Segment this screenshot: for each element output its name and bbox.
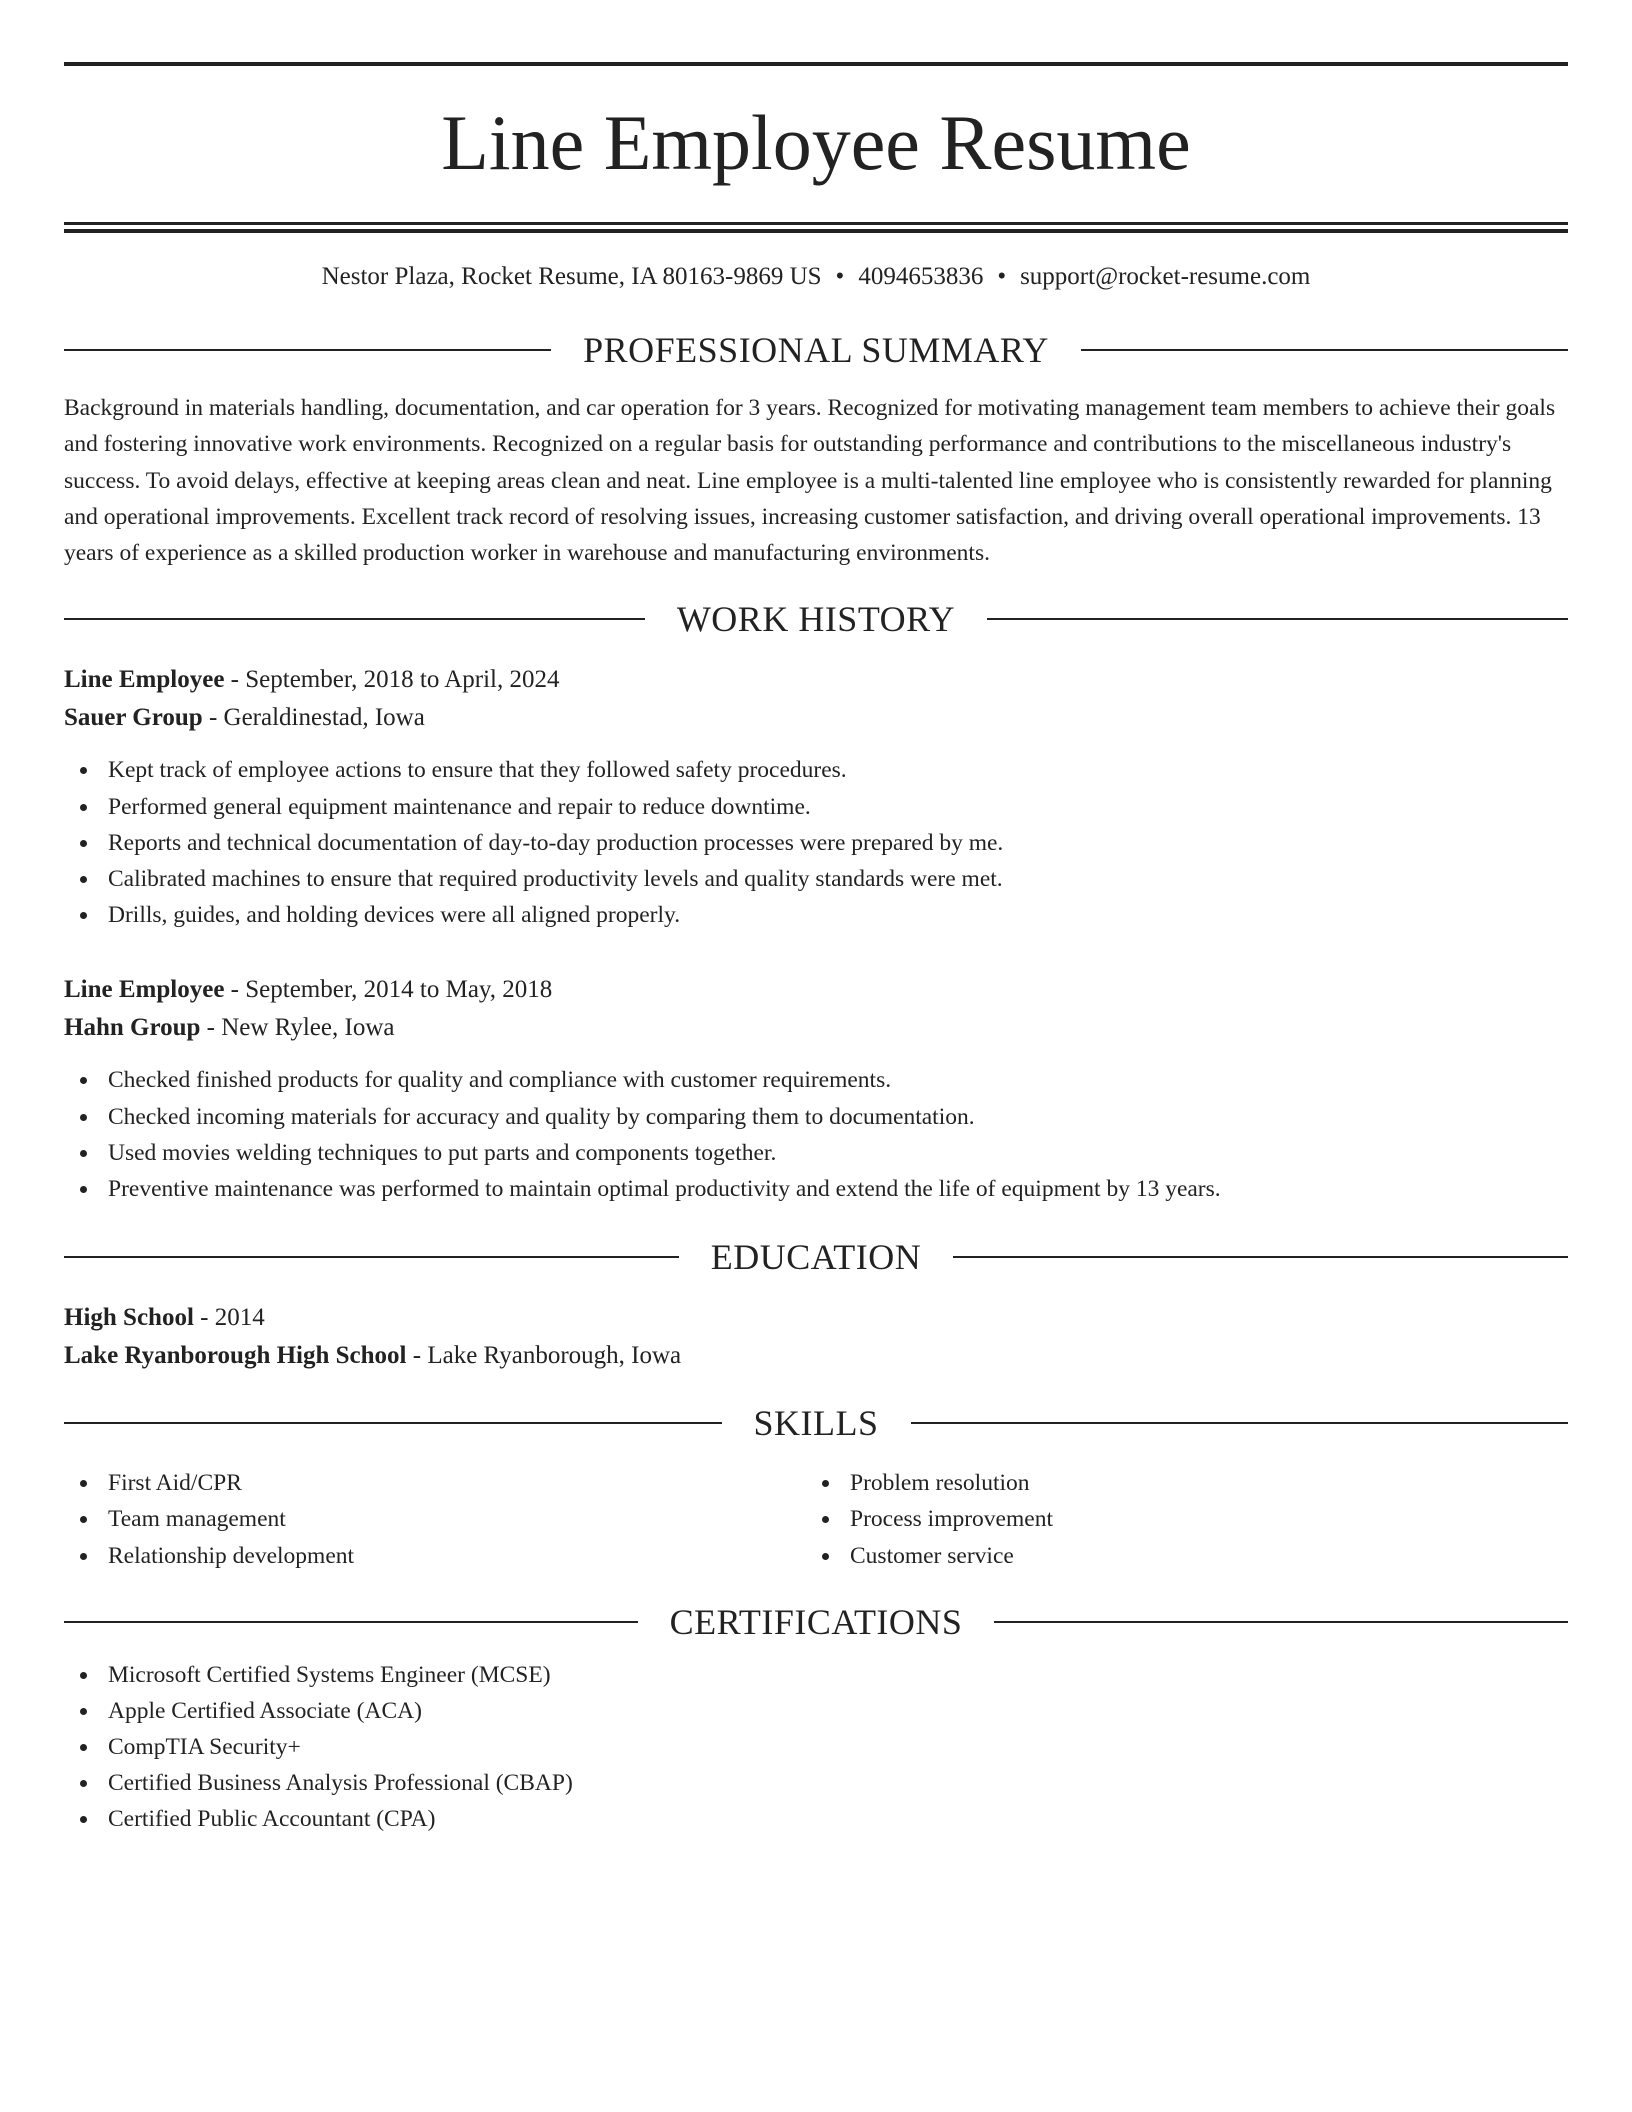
job-dates: - September, 2014 to May, 2018 (224, 976, 553, 1004)
job-title: Line Employee (64, 666, 225, 694)
divider-line (911, 1422, 1569, 1424)
list-item: Used movies welding techniques to put parts and components together. (64, 1135, 1568, 1171)
divider-line (64, 1621, 638, 1623)
divider-line (994, 1621, 1568, 1623)
job-title-line (64, 971, 1568, 1009)
skill-item: Customer service (806, 1538, 1548, 1574)
skills-list-left (64, 1465, 806, 1574)
divider-line (953, 1256, 1568, 1258)
job-company: Hahn Group (64, 1014, 201, 1042)
skills-list-right (806, 1465, 1548, 1574)
contact-address: Nestor Plaza, Rocket Resume, IA 80163-9869 US (321, 263, 822, 290)
section-title: EDUCATION (710, 1237, 922, 1278)
list-item: Performed general equipment maintenance and repair to reduce downtime. (64, 789, 1568, 825)
job-title-line (64, 661, 1568, 699)
section-heading-work-history (64, 599, 1568, 639)
divider-line (64, 1256, 679, 1258)
list-item: Preventive maintenance was performed to maintain optimal productivity and extend the life of equipment by 13 years. (64, 1171, 1568, 1207)
school-location: - Lake Ryanborough, Iowa (406, 1342, 682, 1370)
summary-text: Background in materials handling, documentation, and car operation for 3 years. Recognized for motivating management team members to achieve their goals and fostering innovative work environments. Recognized on a regular basis for outstanding performance and contributions to the miscellaneous industry's success. To avoid delays, effective at keeping areas clean and neat. Line employee is a multi-talented line employee who is consistently rewarded for planning and operational improvements. Excellent track record of resolving issues, increasing customer satisfaction, and driving overall operational improvements. 13 years of experience as a skilled production worker in warehouse and manufacturing environments. (64, 395, 1556, 567)
section-title: CERTIFICATIONS (669, 1601, 963, 1642)
divider-line (64, 618, 645, 620)
contact-email: support@rocket-resume.com (1020, 263, 1311, 290)
divider-line (64, 1422, 722, 1424)
degree: High School (64, 1304, 194, 1332)
job-dates: - September, 2018 to April, 2024 (224, 666, 560, 694)
section-heading-skills (64, 1403, 1568, 1443)
section-heading-certifications (64, 1602, 1568, 1642)
list-item: Drills, guides, and holding devices were all aligned properly. (64, 897, 1568, 933)
list-item: Checked incoming materials for accuracy and quality by comparing them to documentation. (64, 1099, 1568, 1135)
top-rule (64, 62, 1568, 66)
list-item: Calibrated machines to ensure that required productivity levels and quality standards were met. (64, 861, 1568, 897)
education-entry (64, 1299, 1568, 1375)
section-title: SKILLS (753, 1403, 879, 1444)
list-item: Reports and technical documentation of day-to-day production processes were prepared by me. (64, 825, 1568, 861)
skills-columns (64, 1465, 1568, 1574)
job-entry (64, 971, 1568, 1207)
list-item: Checked finished products for quality and compliance with customer requirements. (64, 1062, 1568, 1098)
section-title: WORK HISTORY (676, 599, 956, 640)
skill-item: First Aid/CPR (64, 1465, 806, 1501)
divider-line (64, 349, 551, 351)
title-double-rule (64, 222, 1568, 233)
graduation-year: - 2014 (193, 1304, 265, 1332)
skill-item: Team management (64, 1501, 806, 1537)
certification-item: Certified Public Accountant (CPA) (64, 1801, 1568, 1837)
section-heading-summary (64, 330, 1568, 370)
job-title: Line Employee (64, 976, 225, 1004)
skill-item: Problem resolution (806, 1465, 1548, 1501)
job-company-line (64, 699, 1568, 737)
certifications-list (64, 1657, 1568, 1838)
section-title: PROFESSIONAL SUMMARY (583, 330, 1049, 370)
skill-item: Process improvement (806, 1501, 1548, 1537)
divider-line (1081, 349, 1568, 351)
certification-item: Certified Business Analysis Professional (CBAP) (64, 1765, 1568, 1801)
job-location: - Geraldinestad, Iowa (202, 704, 425, 732)
contact-separator: • (997, 263, 1007, 290)
job-bullets (64, 1062, 1568, 1207)
job-company: Sauer Group (64, 704, 203, 732)
job-entry (64, 661, 1568, 933)
job-company-line (64, 1009, 1568, 1047)
job-bullets (64, 752, 1568, 933)
list-item: Kept track of employee actions to ensure that they followed safety procedures. (64, 752, 1568, 788)
school-name: Lake Ryanborough High School (64, 1342, 407, 1370)
skill-item: Relationship development (64, 1538, 806, 1574)
certification-item: Microsoft Certified Systems Engineer (MCSE) (64, 1657, 1568, 1693)
school-line (64, 1337, 1568, 1375)
contact-separator: • (835, 263, 845, 290)
contact-phone: 4094653836 (858, 263, 984, 290)
contact-line (64, 260, 1568, 294)
section-heading-education (64, 1237, 1568, 1277)
degree-line (64, 1299, 1568, 1337)
divider-line (987, 618, 1568, 620)
resume-title: Line Employee Resume (441, 99, 1191, 186)
job-location: - New Rylee, Iowa (200, 1014, 395, 1042)
certification-item: CompTIA Security+ (64, 1729, 1568, 1765)
certification-item: Apple Certified Associate (ACA) (64, 1693, 1568, 1729)
